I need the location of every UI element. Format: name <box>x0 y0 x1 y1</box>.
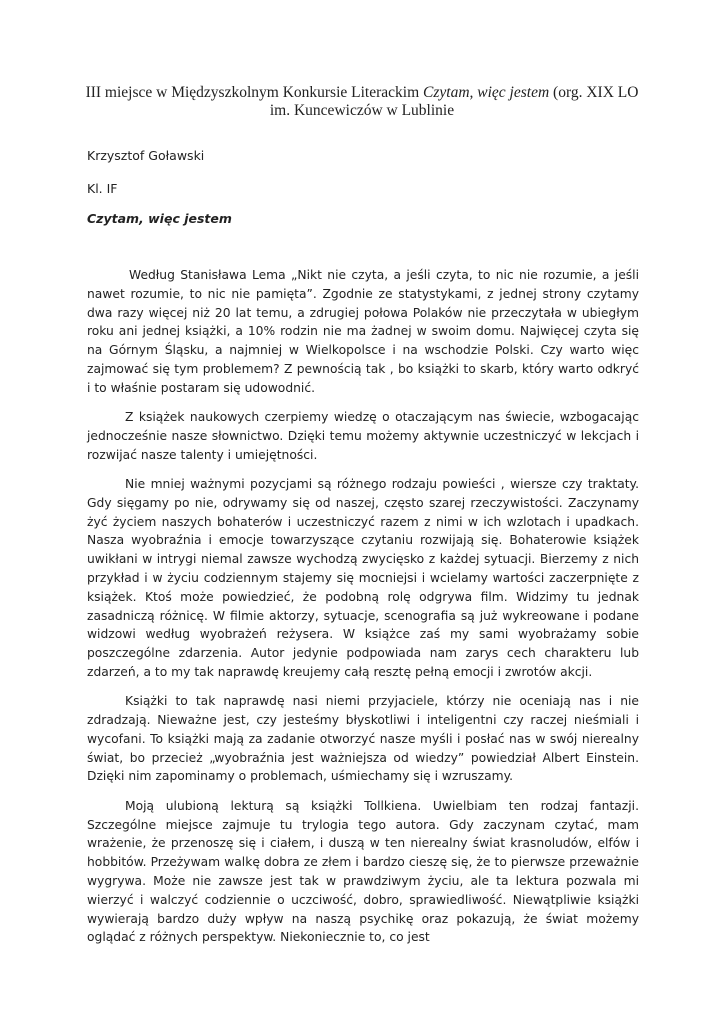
contest-header-suffix: (org. XIX LO im. Kuncewiczów w Lublinie <box>269 84 639 119</box>
paragraph: Książki to tak naprawdę nasi niemi przyjaciele, którzy nie oceniają nas i nie zdradzają. Nieważne jest, czy jesteśmy błyskotliwi i inteligentni czy raczej nieśmiali i wycofani. To książki mają za zadanie otworzyć nasze myśli i posłać nas w swój nierealny świat, bo przecież „wyobraźnia jest ważniejsza od wiedzy” powiedział Albert Einstein. Dzięki nim zapominamy o problemach, uśmiechamy się i wzruszamy. <box>87 694 639 784</box>
contest-header-prefix: III miejsce w Międzyszkolnym Konkursie Literackim <box>85 84 424 101</box>
paragraph: Według Stanisława Lema „Nikt nie czyta, a jeśli czyta, to nic nie rozumie, a jeśli nawet rozumie, to nic nie pamięta”. Zgodnie ze statystykami, z jednej strony czytamy dwa razy więcej niż 20 lat temu, a zdrugiej połowa Polaków nie przeczytała w ubiegłym roku ani jednej książki, a 10% rodzin nie ma żadnej w swoim domu. Najwięcej czyta się na Górnym Śląsku, a najmniej w Wielkopolsce i na wschodzie Polski. Czy warto więc zajmować się tym problemem? Z pewnością tak , bo książki to skarb, który warto odkryć i to właśnie postaram się udowodnić. <box>87 268 639 395</box>
class-label: Kl. IF <box>87 181 118 196</box>
paragraph: Moją ulubioną lekturą są książki Tollkiena. Uwielbiam ten rodzaj fantazji. Szczególne miejsce zajmuje tu trylogia tego autora. Gdy zaczynam czytać, mam wrażenie, że przenoszę się i ciałem, i duszą w ten nierealny świat krasnoludów, elfów i hobbitów. Przeżywam walkę dobra ze złem i bardzo cieszę się, że to pierwsze przeważnie wygrywa. Może nie zawsze jest tak w prawdziwym życiu, ale ta lektura pozwala mi wierzyć i walczyć codziennie o uczciwość, dobro, sprawiedliwość. Niewątpliwie książki wywierają bardzo duży wpływ na naszą psychikę oraz pokazują, że świat możemy oglądać z różnych perspektyw. Niekoniecznie to, co jest <box>87 798 639 945</box>
contest-name: Czytam, więc jestem <box>423 84 550 101</box>
paragraph: Z książek naukowych czerpiemy wiedzę o otaczającym nas świecie, wzbogacając jednocześnie nasze słownictwo. Dzięki temu możemy aktywnie uczestniczyć w lekcjach i rozwijać nasze talenty i umiejętności. <box>87 410 639 462</box>
author-name: Krzysztof Goławski <box>87 148 205 163</box>
essay-body <box>87 266 639 958</box>
essay-title: Czytam, więc jestem <box>87 211 232 226</box>
contest-header <box>78 84 646 120</box>
paragraph: Nie mniej ważnymi pozycjami są różnego rodzaju powieści , wiersze czy traktaty. Gdy sięgamy po nie, odrywamy się od naszej, często szarej rzeczywistości. Zaczynamy żyć życiem naszych bohaterów i uczestniczyć razem z nimi w ich wzlotach i upadkach. Nasza wyobraźnia i emocje towarzyszące czytaniu rozwijają się. Bohaterowie książek uwikłani w intrygi niemal zawsze wychodzą zwycięsko z każdej sytuacji. Bierzemy z nich przykład i w życiu codziennym stajemy się mocniejsi i wcielamy wartości zaczerpnięte z książek. Ktoś może powiedzieć, że podobną rolę odgrywa film. Widzimy tu jednak zasadniczą różnicę. W filmie aktorzy, sytuacje, scenografia są już wykreowane i podane widzowi według wyobrażeń reżysera. W książce zaś my sami wyobrażamy sobie poszczególne zdarzenia. Autor jedynie podpowiada nam zarys cech charakteru lub zdarzeń, a to my tak naprawdę kreujemy całą resztę pełną emocji i zwrotów akcji. <box>87 476 639 679</box>
